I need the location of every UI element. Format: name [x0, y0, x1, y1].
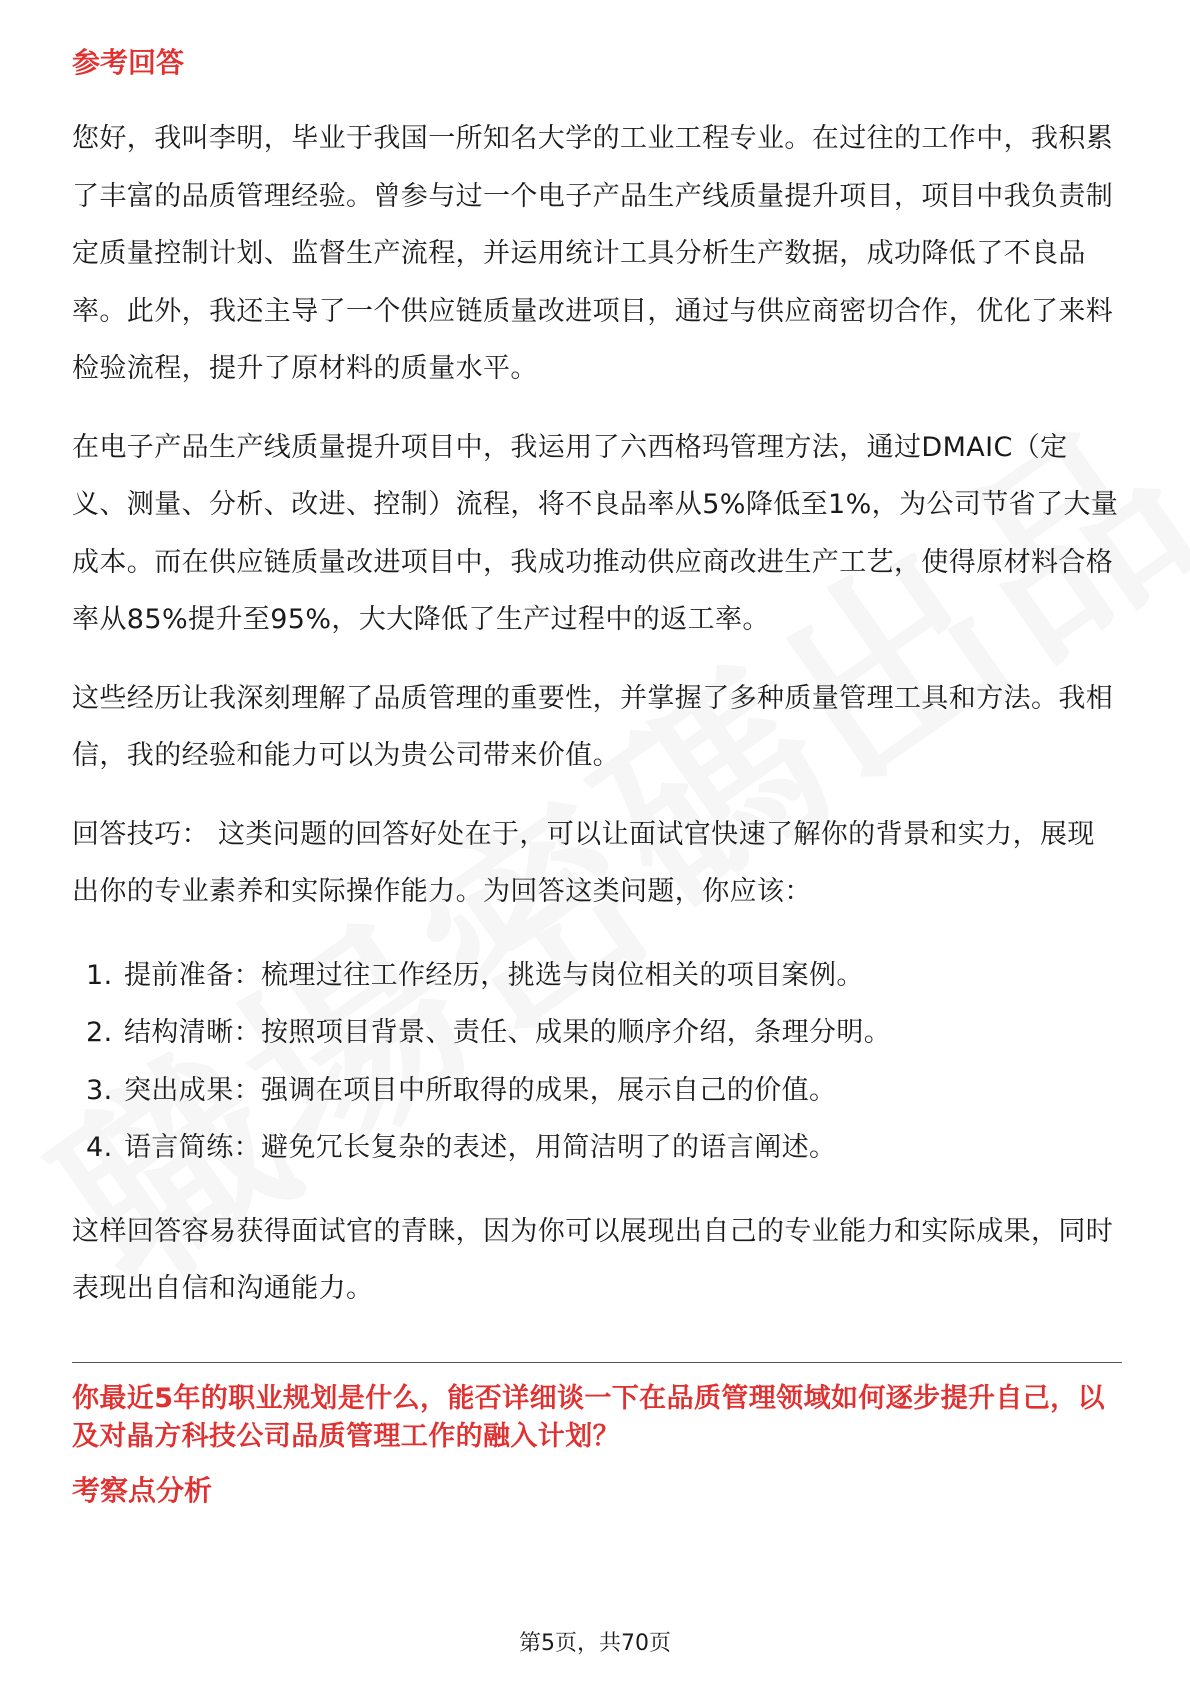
intro-paragraph: 您好，我叫李明，毕业于我国一所知名大学的工业工程专业。在过往的工作中，我积累了丰富的品质管理经验。曾参与过一个电子产品生产线质量提升项目，项目中我负责制定质量控制计划、监督生产流程，并运用统计工具分析生产数据，成功降低了不良品率。此外，我还主导了一个供应链质量改进项目，通过与供应商密切合作，优化了来料检验流程，提升了原材料的质量水平。 — [72, 123, 1114, 384]
reflection-paragraph: 这些经历让我深刻理解了品质管理的重要性，并掌握了多种质量管理工具和方法。我相信，我的经验和能力可以为贵公司带来价值。 — [72, 682, 1114, 771]
reference-answer-heading: 参考回答 — [72, 46, 185, 79]
next-question: 你最近5年的职业规划是什么，能否详细谈一下在品质管理领域如何逐步提升自己，以及对晶方科技公司品质管理工作的融入计划？ — [72, 1382, 1105, 1452]
list-item-number: 3. — [86, 1074, 113, 1106]
analysis-heading: 考察点分析 — [72, 1473, 213, 1507]
list-item-text: 提前准备：梳理过往工作经历，挑选与岗位相关的项目案例。 — [124, 959, 864, 991]
list-item-text: 突出成果：强调在项目中所取得的成果，展示自己的价值。 — [124, 1074, 837, 1106]
list-item-number: 2. — [86, 1017, 113, 1048]
list-item — [72, 947, 1122, 1005]
closing-paragraph: 这样回答容易获得面试官的青睐，因为你可以展现出自己的专业能力和实际成果，同时表现出自信和沟通能力。 — [72, 1215, 1114, 1304]
list-item-number: 4. — [86, 1132, 113, 1163]
list-item-number: 1. — [86, 959, 113, 991]
list-item — [72, 1119, 1122, 1177]
tips-list — [72, 947, 1122, 1177]
details-paragraph: 在电子产品生产线质量提升项目中，我运用了六西格玛管理方法，通过DMAIC（定义、测量、分析、改进、控制）流程，将不良品率从5%降低至1%，为公司节省了大量成本。而在供应链质量改进项目中，我成功推动供应商改进生产工艺，使得原材料合格率从85%提升至95%，大大降低了生产过程中的返工率。 — [72, 431, 1119, 635]
list-item-text: 语言简练：避免冗长复杂的表述，用简洁明了的语言阐述。 — [124, 1132, 837, 1163]
page-content — [72, 44, 1122, 1510]
tips-paragraph: 回答技巧： 这类问题的回答好处在于，可以让面试官快速了解你的背景和实力，展现出你的专业素养和实际操作能力。为回答这类问题，你应该： — [72, 818, 1095, 907]
list-item — [72, 1062, 1122, 1120]
page-indicator: 第5页，共70页 — [519, 1631, 671, 1656]
section-divider — [72, 1362, 1122, 1363]
list-item-text: 结构清晰：按照项目背景、责任、成果的顺序介绍，条理分明。 — [124, 1017, 892, 1048]
list-item — [72, 1004, 1122, 1062]
